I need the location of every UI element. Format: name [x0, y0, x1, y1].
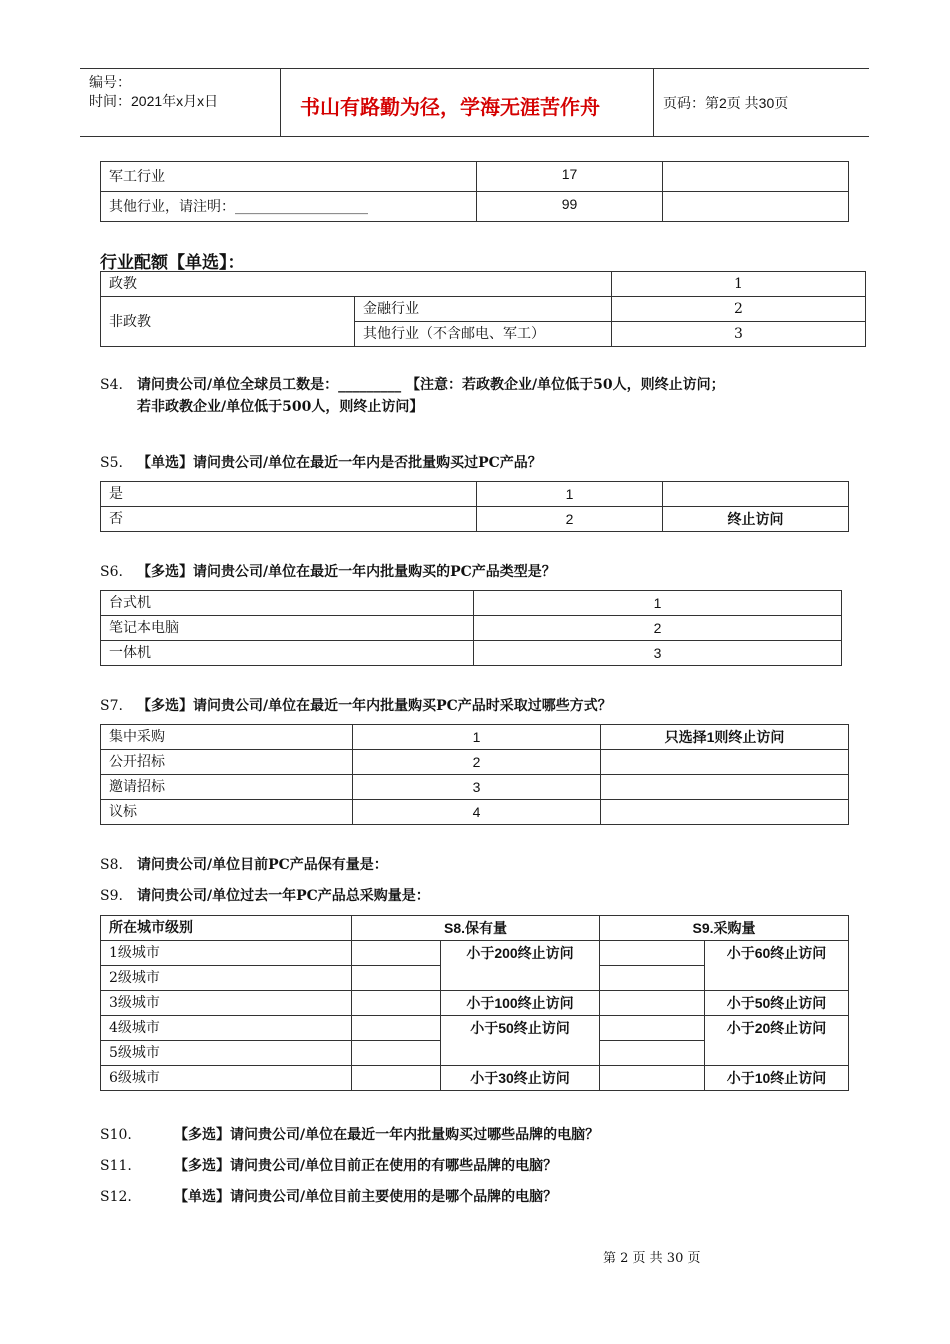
question-s8: [100, 854, 388, 874]
quota-code: 3: [612, 322, 866, 347]
city-label: 3级城市: [101, 991, 352, 1016]
question-s7: [100, 695, 612, 715]
s8-input[interactable]: [352, 991, 441, 1016]
option-note: 只选择1则终止访问: [601, 725, 849, 750]
option-label: 台式机: [101, 591, 474, 616]
s7-table: [100, 724, 849, 825]
option-code: 2: [353, 750, 601, 775]
question-s5: [100, 452, 542, 472]
question-text: 【多选】请问贵公司/单位目前正在使用的有哪些品牌的电脑？: [174, 1158, 558, 1174]
city-table: [100, 915, 849, 1091]
s8-header: S8.保有量: [352, 916, 600, 941]
city-label: 4级城市: [101, 1016, 352, 1041]
header-motto: 书山有路勤为径，学海无涯苦作舟: [300, 95, 600, 119]
header-number: 编号：: [89, 74, 131, 90]
question-text: 【单选】请问贵公司/单位目前主要使用的是哪个品牌的电脑？: [174, 1189, 558, 1205]
s8-input[interactable]: [352, 1016, 441, 1041]
s9-input[interactable]: [600, 941, 705, 966]
question-number: S4.: [100, 377, 123, 393]
city-header: 所在城市级别: [101, 916, 352, 941]
quota-label: 非政教: [101, 297, 355, 347]
question-number: S9.: [100, 888, 123, 904]
page-header: [80, 68, 869, 137]
s8-note: 小于100终止访问: [441, 991, 600, 1016]
option-code: 2: [477, 507, 663, 532]
industry-code: 17: [477, 162, 663, 192]
s9-note: 小于10终止访问: [705, 1066, 849, 1091]
question-number: S10.: [100, 1127, 132, 1143]
industry-note: [663, 192, 849, 222]
header-time: 时间：2021年x月x日: [89, 93, 219, 109]
s8-note: 小于30终止访问: [441, 1066, 600, 1091]
question-number: S11.: [100, 1158, 132, 1174]
question-s4-cont: 若非政教企业/单位低于500人，则终止访问】: [137, 399, 424, 415]
option-code: 1: [477, 482, 663, 507]
s8-input[interactable]: [352, 966, 441, 991]
question-number: S12.: [100, 1189, 132, 1205]
s8-input[interactable]: [352, 1066, 441, 1091]
question-s12: [100, 1186, 557, 1206]
city-label: 5级城市: [101, 1041, 352, 1066]
option-label: 一体机: [101, 641, 474, 666]
option-label: 集中采购: [101, 725, 353, 750]
option-note: [601, 775, 849, 800]
option-label: 是: [101, 482, 477, 507]
question-number: S8.: [100, 857, 123, 873]
s8-note: 小于50终止访问: [441, 1016, 600, 1066]
question-text: 请问贵公司/单位目前PC产品保有量是：: [137, 857, 388, 873]
city-label: 6级城市: [101, 1066, 352, 1091]
question-s6: [100, 561, 556, 581]
s9-input[interactable]: [600, 991, 705, 1016]
option-label: 议标: [101, 800, 353, 825]
s9-note: 小于60终止访问: [705, 941, 849, 991]
option-code: 3: [353, 775, 601, 800]
s9-note: 小于20终止访问: [705, 1016, 849, 1066]
s9-header: S9.采购量: [600, 916, 849, 941]
s9-note: 小于50终止访问: [705, 991, 849, 1016]
s8-input[interactable]: [352, 1041, 441, 1066]
question-number: S5.: [100, 455, 123, 471]
option-note: [601, 800, 849, 825]
question-text: 【单选】请问贵公司/单位在最近一年内是否批量购买过PC产品？: [137, 455, 542, 471]
question-s11: [100, 1155, 557, 1175]
quota-label: 政教: [101, 272, 612, 297]
industry-note: [663, 162, 849, 192]
industry-table: [100, 161, 849, 222]
question-number: S6.: [100, 564, 123, 580]
quota-table: [100, 271, 866, 347]
industry-code: 99: [477, 192, 663, 222]
industry-label: 其他行业，请注明：___________________: [101, 192, 477, 222]
option-note: [601, 750, 849, 775]
option-code: 1: [474, 591, 842, 616]
option-label: 公开招标: [101, 750, 353, 775]
s9-input[interactable]: [600, 966, 705, 991]
s9-input[interactable]: [600, 1016, 705, 1041]
s9-input[interactable]: [600, 1066, 705, 1091]
quota-title: 行业配额【单选】：: [100, 253, 245, 272]
question-s10: [100, 1124, 599, 1144]
question-number: S7.: [100, 698, 123, 714]
s8-input[interactable]: [352, 941, 441, 966]
question-text: 【多选】请问贵公司/单位在最近一年内批量购买过哪些品牌的电脑？: [174, 1127, 600, 1143]
header-page-code: 页码：第2页 共30页: [663, 95, 789, 111]
quota-code: 1: [612, 272, 866, 297]
option-label: 邀请招标: [101, 775, 353, 800]
quota-sub-label: 其他行业（不含邮电、军工）: [355, 322, 612, 347]
s8-note: 小于200终止访问: [441, 941, 600, 991]
option-note: [663, 482, 849, 507]
s5-table: [100, 481, 849, 532]
option-label: 笔记本电脑: [101, 616, 474, 641]
s9-input[interactable]: [600, 1041, 705, 1066]
option-code: 2: [474, 616, 842, 641]
option-code: 1: [353, 725, 601, 750]
quota-sub-label: 金融行业: [355, 297, 612, 322]
option-code: 3: [474, 641, 842, 666]
option-note: 终止访问: [663, 507, 849, 532]
question-s4: [100, 374, 725, 394]
option-label: 否: [101, 507, 477, 532]
question-s9: [100, 885, 430, 905]
question-text: 【多选】请问贵公司/单位在最近一年内批量购买PC产品时采取过哪些方式？: [137, 698, 612, 714]
question-text: 【多选】请问贵公司/单位在最近一年内批量购买的PC产品类型是？: [137, 564, 556, 580]
question-text: 请问贵公司/单位全球员工数是：_________ 【注意：若政教企业/单位低于50人，则终止访问；: [137, 377, 725, 393]
quota-code: 2: [612, 297, 866, 322]
city-label: 2级城市: [101, 966, 352, 991]
page-footer: 第 2 页 共 30 页: [603, 1251, 701, 1266]
question-text: 请问贵公司/单位过去一年PC产品总采购量是：: [137, 888, 430, 904]
industry-label: 军工行业: [101, 162, 477, 192]
city-label: 1级城市: [101, 941, 352, 966]
option-code: 4: [353, 800, 601, 825]
s6-table: [100, 590, 842, 666]
